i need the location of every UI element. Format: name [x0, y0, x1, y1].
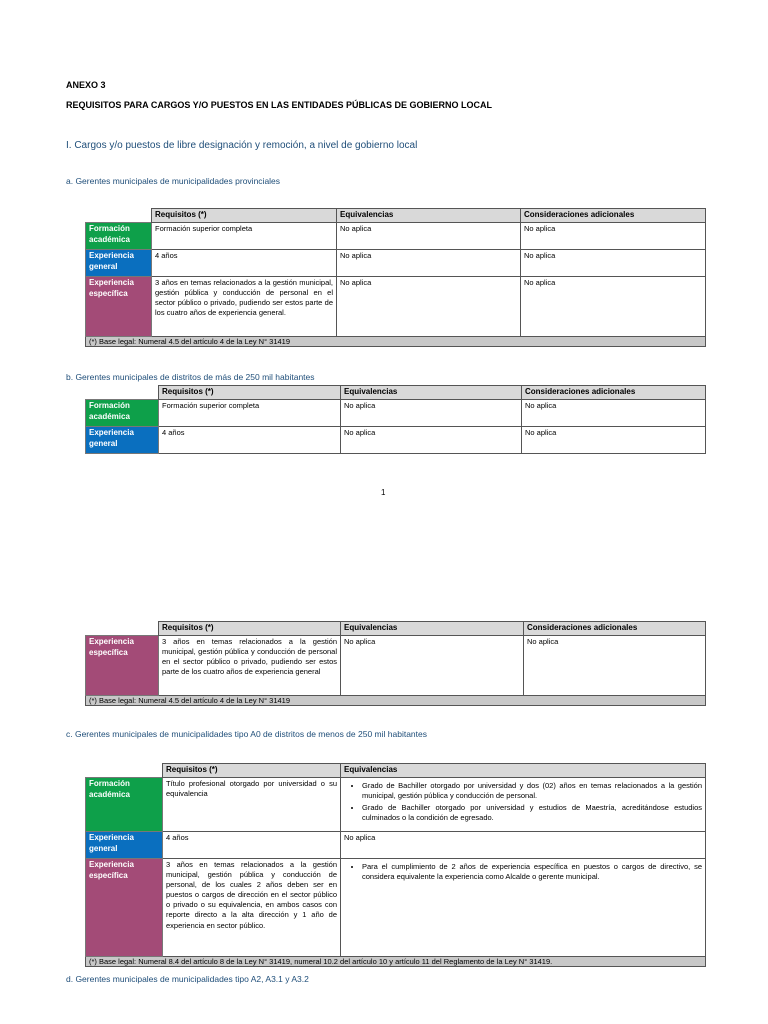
- table-row: [86, 777, 706, 831]
- table-section-a: [85, 208, 706, 347]
- base-legal-row: [86, 956, 706, 966]
- cell-equivalencia: No aplica: [341, 831, 706, 858]
- cell-requisito: Formación superior completa: [159, 399, 341, 426]
- header-equivalencias: Equivalencias: [337, 209, 521, 223]
- header-consideraciones: Consideraciones adicionales: [521, 209, 706, 223]
- section-I-title: I. Cargos y/o puestos de libre designación y remoción, a nivel de gobierno local: [66, 140, 418, 151]
- table-header-row: [86, 622, 706, 636]
- cell-equivalencia: No aplica: [337, 222, 521, 249]
- table-row: [86, 426, 706, 453]
- cell-consideracion: No aplica: [521, 222, 706, 249]
- label-exp-especifica: Experiencia específica: [86, 276, 152, 336]
- label-exp-especifica: Experiencia específica: [86, 858, 163, 956]
- label-formacion: Formación académica: [86, 222, 152, 249]
- table-header-row: [86, 386, 706, 400]
- header-consideraciones: Consideraciones adicionales: [522, 386, 706, 400]
- document-heading: REQUISITOS PARA CARGOS Y/O PUESTOS EN LAS ENTIDADES PÚBLICAS DE GOBIERNO LOCAL: [66, 100, 493, 110]
- base-legal-row: [86, 695, 706, 705]
- section-a-title: a. Gerentes municipales de municipalidades provinciales: [66, 176, 281, 186]
- table-corner: [86, 764, 163, 778]
- header-equivalencias: Equivalencias: [341, 764, 706, 778]
- cell-requisito: 3 años en temas relacionados a la gestión municipal, gestión pública y conducción de personal en el sector público o privado, pudiendo ser estos parte de los cuatro años de experiencia general.: [152, 276, 337, 336]
- base-legal-note: (*) Base legal: Numeral 4.5 del artículo 4 de la Ley N° 31419: [86, 336, 706, 346]
- cell-consideracion: No aplica: [522, 426, 706, 453]
- cell-equivalencia: No aplica: [341, 399, 522, 426]
- annex-label: ANEXO 3: [66, 80, 106, 90]
- table-header-row: [86, 764, 706, 778]
- section-d-title: d. Gerentes municipales de municipalidades tipo A2, A3.1 y A3.2: [66, 974, 309, 984]
- table-corner: [86, 386, 159, 400]
- table-section-b-continued: [85, 621, 706, 706]
- label-exp-general: Experiencia general: [86, 426, 159, 453]
- table-row: [86, 276, 706, 336]
- page-number: 1: [381, 488, 386, 497]
- table-section-c: [85, 763, 706, 967]
- header-requisitos: Requisitos (*): [152, 209, 337, 223]
- header-requisitos: Requisitos (*): [163, 764, 341, 778]
- cell-requisito: 3 años en temas relacionados a la gestión municipal, gestión pública y conducción de personal en el sector público o privado, pudiendo ser estos parte de los cuatro años de experiencia general: [159, 635, 341, 695]
- table-section-b: [85, 385, 706, 454]
- equivalencias-list: [344, 862, 702, 882]
- cell-requisito: 4 años: [159, 426, 341, 453]
- cell-equivalencia: No aplica: [337, 249, 521, 276]
- table-row: [86, 399, 706, 426]
- table-row: [86, 635, 706, 695]
- header-requisitos: Requisitos (*): [159, 622, 341, 636]
- cell-equivalencia: No aplica: [341, 635, 524, 695]
- table-row: [86, 858, 706, 956]
- base-legal-row: [86, 336, 706, 346]
- label-exp-general: Experiencia general: [86, 831, 163, 858]
- base-legal-note: (*) Base legal: Numeral 8.4 del artículo 8 de la Ley N° 31419, numeral 10.2 del artículo 10 y artículo 11 del Reglamento de la Ley N° 31419.: [86, 956, 706, 966]
- base-legal-note: (*) Base legal: Numeral 4.5 del artículo 4 de la Ley N° 31419: [86, 695, 706, 705]
- list-item: • Grado de Bachiller otorgado por universidad y dos (02) años en temas relacionados a la gestión municipal, gestión pública y conducción de personal.: [362, 781, 702, 801]
- cell-requisito: 4 años: [163, 831, 341, 858]
- cell-equivalencia: [341, 858, 706, 956]
- table-row: [86, 249, 706, 276]
- table-corner: [86, 209, 152, 223]
- label-exp-especifica: Experiencia específica: [86, 635, 159, 695]
- header-requisitos: Requisitos (*): [159, 386, 341, 400]
- list-item: • Para el cumplimiento de 2 años de experiencia específica en puestos o cargos de directivo, se considera equivalente la experiencia como Alcalde o gerente municipal.: [362, 862, 702, 882]
- cell-equivalencia: [341, 777, 706, 831]
- cell-consideracion: No aplica: [521, 249, 706, 276]
- label-formacion: Formación académica: [86, 777, 163, 831]
- cell-consideracion: No aplica: [524, 635, 706, 695]
- cell-consideracion: No aplica: [522, 399, 706, 426]
- equivalencias-list: [344, 781, 702, 824]
- label-formacion: Formación académica: [86, 399, 159, 426]
- cell-equivalencia: No aplica: [337, 276, 521, 336]
- label-exp-general: Experiencia general: [86, 249, 152, 276]
- cell-equivalencia: No aplica: [341, 426, 522, 453]
- cell-requisito: Formación superior completa: [152, 222, 337, 249]
- header-equivalencias: Equivalencias: [341, 386, 522, 400]
- cell-requisito: Título profesional otorgado por universidad o su equivalencia: [163, 777, 341, 831]
- header-equivalencias: Equivalencias: [341, 622, 524, 636]
- list-item: • Grado de Bachiller otorgado por universidad y estudios de Maestría, acreditándose estudios culminados o la condición de egresado.: [362, 803, 702, 823]
- table-corner: [86, 622, 159, 636]
- section-b-title: b. Gerentes municipales de distritos de más de 250 mil habitantes: [66, 372, 315, 382]
- cell-requisito: 3 años en temas relacionados a la gestión municipal, gestión pública y conducción de personal, de los cuales 2 años deben ser en puestos o cargos de dirección en el sector público o privado o su equivalencia, en ambos casos con reporte directo a la alta dirección y 1 año de experiencia en sector público.: [163, 858, 341, 956]
- table-row: [86, 831, 706, 858]
- table-row: [86, 222, 706, 249]
- header-consideraciones: Consideraciones adicionales: [524, 622, 706, 636]
- section-c-title: c. Gerentes municipales de municipalidades tipo A0 de distritos de menos de 250 mil habitantes: [66, 729, 427, 739]
- cell-requisito: 4 años: [152, 249, 337, 276]
- cell-consideracion: No aplica: [521, 276, 706, 336]
- table-header-row: [86, 209, 706, 223]
